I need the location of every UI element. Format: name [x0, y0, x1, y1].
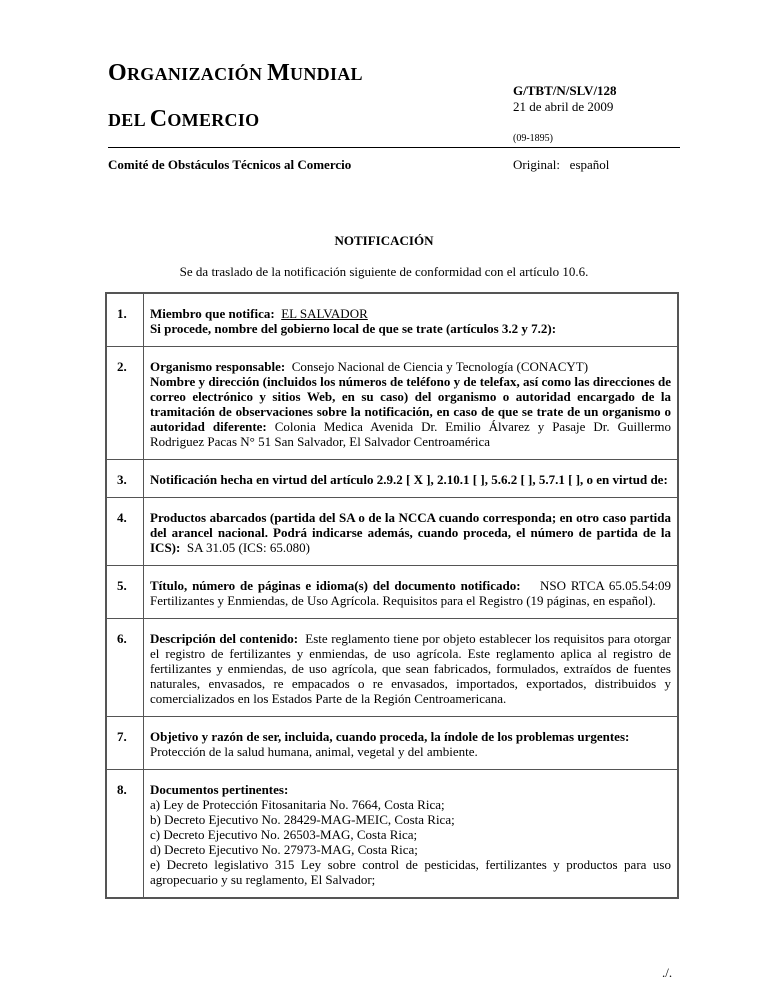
header-divider [108, 147, 680, 148]
item-value: Protección de la salud humana, animal, vegetal y del ambiente. [150, 744, 478, 759]
item-number: 6. [106, 619, 144, 717]
org-initial-c: C [149, 106, 168, 132]
item-label: Notificación hecha en virtud del artículo 2.9.2 [ X ], 2.10.1 [ ], 5.6.2 [ ], 5.7.1 [ ], o en virtud de: [150, 472, 668, 487]
intro-text: Se da traslado de la notificación siguiente de conformidad con el artículo 10.6. [179, 264, 589, 279]
item-value: SA 31.05 (ICS: 65.080) [186, 540, 310, 555]
table-row [106, 347, 678, 460]
table-row [106, 566, 678, 619]
committee-name: Comité de Obstáculos Técnicos al Comercio [108, 157, 352, 172]
document-symbol: G/TBT/N/SLV/128 [513, 83, 617, 98]
item-number: 7. [106, 717, 144, 770]
org-word-organizacion: RGANIZACIÓN [126, 64, 268, 84]
item-number: 3. [106, 460, 144, 498]
item-content [144, 293, 679, 347]
organization-name-line2 [108, 106, 259, 133]
item-value-secondary: Colonia Medica Avenida Dr. Emilio Álvarez y Pasaje Dr. Guillermo Rodriguez Pacas N° 51 San Salvador, El Salvador Centroamérica [150, 419, 672, 449]
item-label: Productos abarcados (partida del SA o de la NCCA cuando corresponda; en otro caso partida del arancel nacional. Podrá indicarse además, cuando proceda, el número de partida de la ICS): [150, 510, 671, 555]
item-value: EL SALVADOR [281, 306, 368, 321]
table-row [106, 460, 678, 498]
related-document: b) Decreto Ejecutivo No. 28429-MAG-MEIC, Costa Rica; [150, 812, 455, 827]
related-document: d) Decreto Ejecutivo No. 27973-MAG, Costa Rica; [150, 842, 418, 857]
item-content [144, 619, 679, 717]
document-reference: (09-1895) [513, 133, 553, 144]
item-label: Objetivo y razón de ser, incluida, cuando proceda, la índole de los problemas urgentes: [150, 729, 630, 744]
org-initial-o: O [108, 60, 127, 86]
item-label-secondary: Nombre y dirección (incluidos los números de teléfono y de telefax, así como las direcciones de correo electrónico y sitios Web, en su caso) del organismo o autoridad encargado de la tramitación de observaciones sobre la notificación, en caso de que se trate de un organismo o autoridad diferente: [150, 374, 671, 434]
item-content [144, 717, 679, 770]
item-content [144, 770, 679, 899]
item-content [144, 460, 679, 498]
related-document: e) Decreto legislativo 315 Ley sobre control de pesticidas, fertilizantes y productos para uso agropecuario y su reglamento, El Salvador; [150, 857, 671, 887]
related-document: c) Decreto Ejecutivo No. 26503-MAG, Costa Rica; [150, 827, 418, 842]
org-word-del: DEL [108, 110, 150, 130]
table-row [106, 770, 678, 899]
notification-items-table [105, 292, 679, 899]
table-row [106, 498, 678, 566]
related-document: a) Ley de Protección Fitosanitaria No. 7664, Costa Rica; [150, 797, 445, 812]
item-label: Organismo responsable: [150, 359, 286, 374]
table-row [106, 717, 678, 770]
item-label: Documentos pertinentes: [150, 782, 289, 797]
org-initial-m: M [267, 60, 291, 86]
table-row [106, 619, 678, 717]
item-number: 2. [106, 347, 144, 460]
item-label: Título, número de páginas e idioma(s) del documento notificado: [150, 578, 521, 593]
item-number: 8. [106, 770, 144, 899]
item-sublabel: Si procede, nombre del gobierno local de que se trate (artículos 3.2 y 7.2): [150, 321, 557, 336]
document-date: 21 de abril de 2009 [513, 99, 614, 114]
item-number: 1. [106, 293, 144, 347]
item-label: Descripción del contenido: [150, 631, 299, 646]
item-number: 4. [106, 498, 144, 566]
item-value: NSO RTCA 65.05.54:09 Fertilizantes y Enmiendas, de Uso Agrícola. Requisitos para el Registro (19 páginas, en español). [150, 578, 672, 608]
item-value: Consejo Nacional de Ciencia y Tecnología (CONACYT) [291, 359, 589, 374]
item-content [144, 498, 679, 566]
item-content [144, 566, 679, 619]
org-word-mundial: UNDIAL [290, 64, 363, 84]
item-number: 5. [106, 566, 144, 619]
item-content [144, 347, 679, 460]
table-row [106, 293, 678, 347]
organization-name-line1 [108, 60, 363, 87]
page-continuation-mark: ./. [662, 965, 673, 980]
original-language: Original: español [513, 157, 610, 172]
item-label: Miembro que notifica: [150, 306, 275, 321]
item-value: Este reglamento tiene por objeto establecer los requisitos para otorgar el registro de fertilizantes y enmiendas, de uso agrícola. Este reglamento aplica al registro de fertilizantes y enmiendas, de uso agrícola, que sean fabricados, formulados, extraídos de fuentes naturales, envasados, re empacados o re envasados, importados, exportados, distribuidos y comercializados en los Estados Parte de la Región Centroamericana. [150, 631, 672, 706]
document-title: NOTIFICACIÓN [334, 233, 434, 248]
org-word-comercio: OMERCIO [167, 110, 260, 130]
